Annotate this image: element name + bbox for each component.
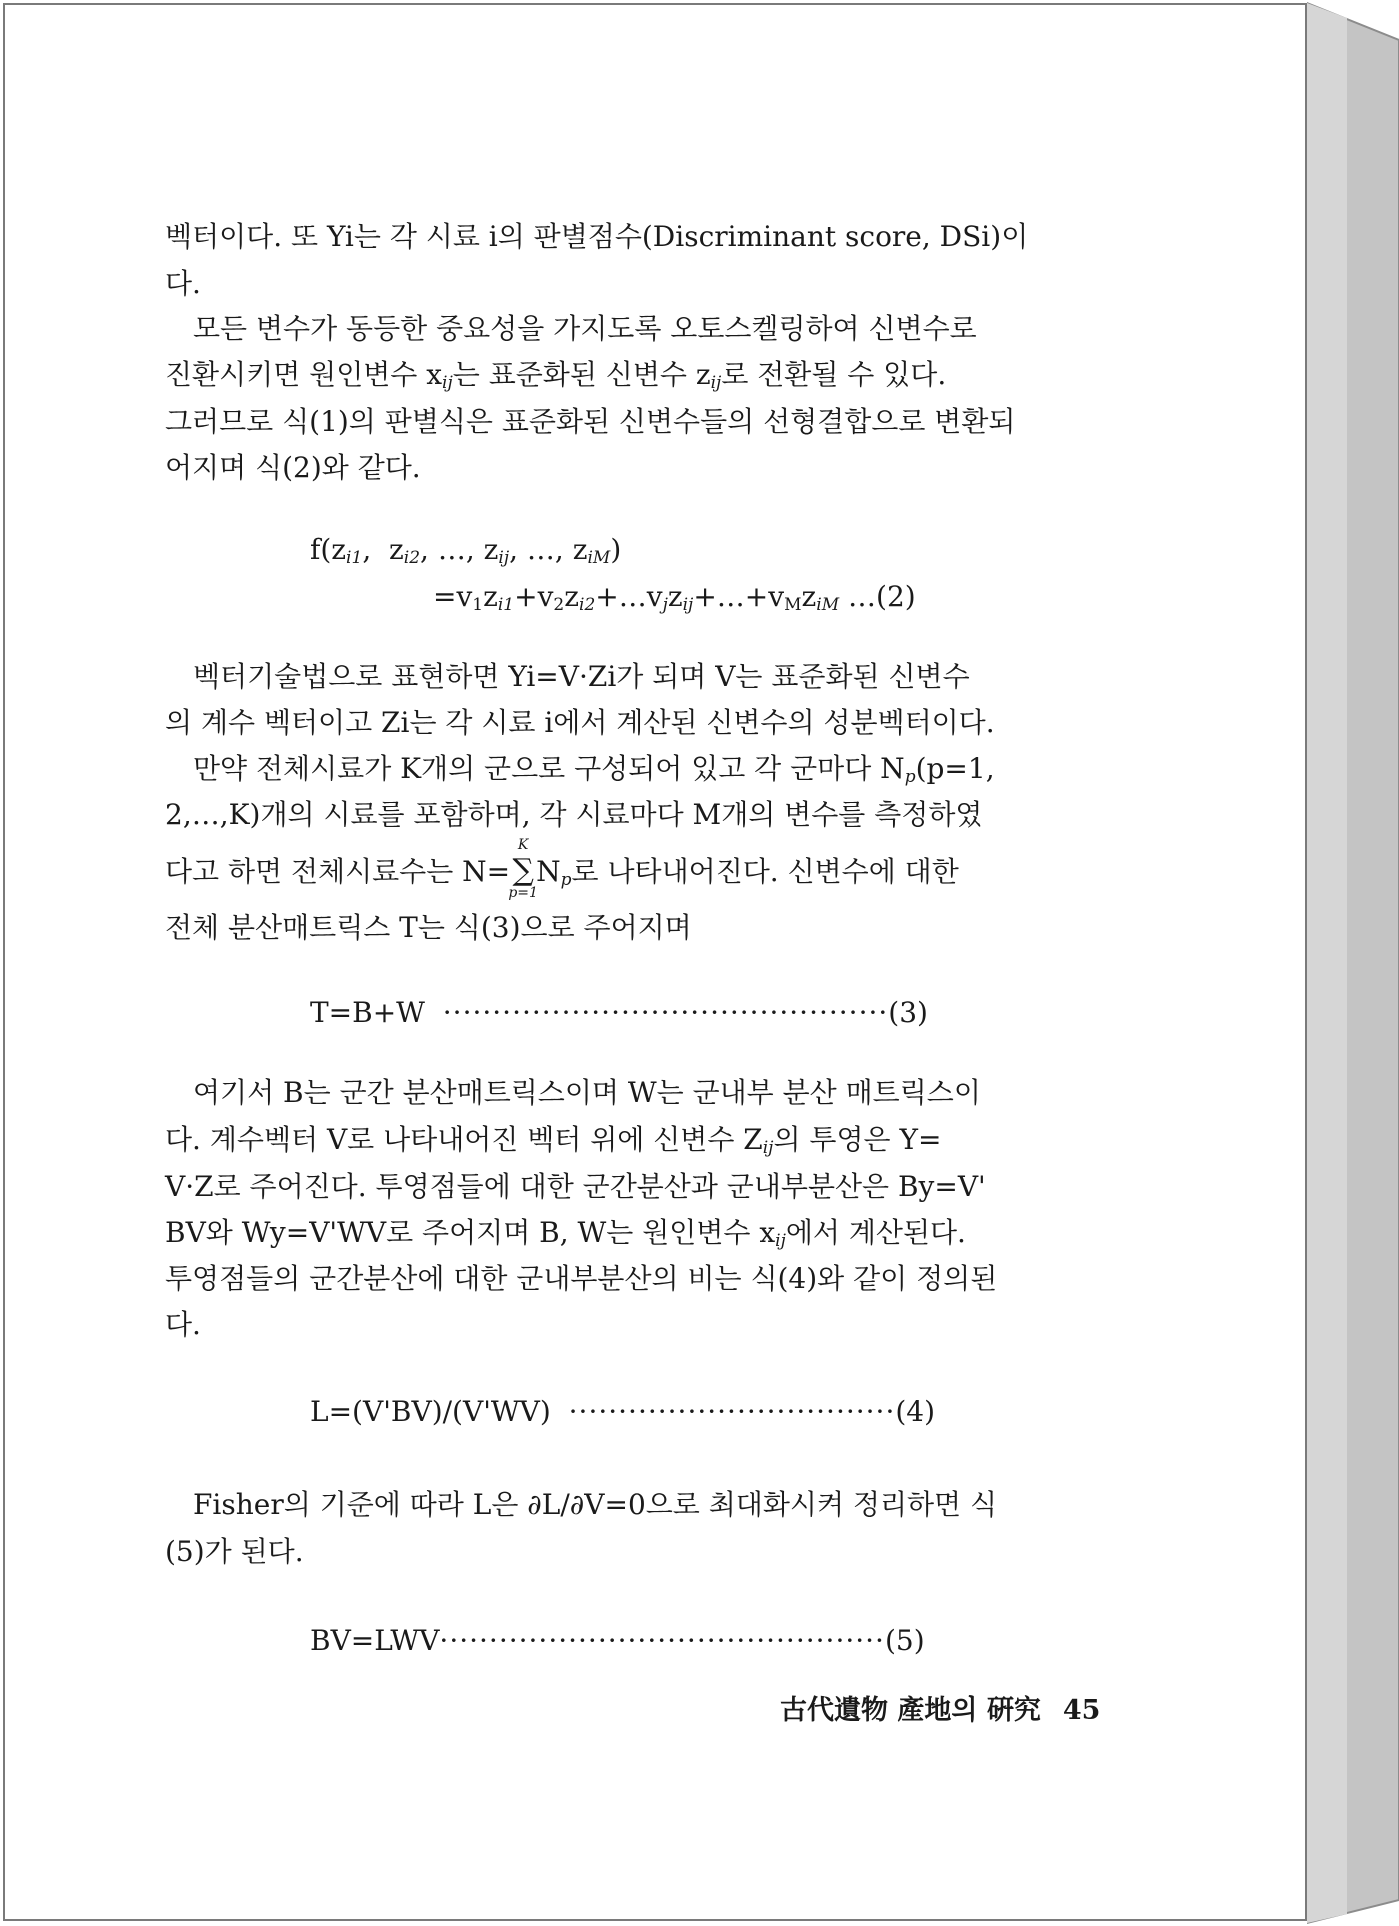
line-text: 의 계수 벡터이고 Zi는 각 시료 i에서 계산된 신변수의 성분벡터이다. [165,706,995,739]
line-text: 다. 계수벡터 V로 나타내어진 벡터 위에 신변수 $Z_{ij}$의 투영은 Y= [165,1123,942,1158]
equation-2-line-2: $=v1z_{i1}+v2z_{i2}+\dots v_jz_{ij}+\dots+vMz_{iM}$ …(2) [433,580,916,615]
line-text: 2,…,K)개의 시료를 포함하며, 각 시료마다 M개의 변수를 측정하였 [165,798,983,831]
text-line [165,1120,1105,1168]
line-text: 그러므로 식(1)의 판별식은 표준화된 신변수들의 선형결합으로 변환되 [165,405,1016,438]
line-text: (5)가 된다. [165,1535,304,1568]
text-line [165,264,1105,304]
line-text: 다. [165,1308,201,1341]
text-line [165,1213,1105,1261]
text-line [165,837,1105,901]
equation-number: …(2) [848,580,916,613]
line-text: 모든 변수가 동등한 중요성을 가지도록 오토스켈링하여 신변수로 [193,312,977,345]
text-line [165,1073,1105,1113]
text-line [165,1167,1105,1207]
line-text: 벡터이다. 또 Yi는 각 시료 i의 판별점수(Discriminant score, DSi)이 [165,220,1029,253]
text-line [165,657,1105,697]
text-line [165,448,1105,488]
text-line [165,795,1105,835]
text-line [165,355,1105,403]
equation-4: L=(V'BV)/(V'WV) ·································(4) [310,1395,936,1428]
text-line [165,703,1105,743]
line-text: 어지며 식(2)와 같다. [165,451,421,484]
page-edge-shadow [1307,0,1399,1926]
line-text: 벡터기술법으로 표현하면 Yi=V·Zi가 되며 V는 표준화된 신변수 [193,660,970,693]
summation-symbol: K ∑ p=1 [508,837,538,901]
equation-2-line-1: $f(z_{i1}$, $z_{i2}$, …, $z_{ij}$, …, $z_{iM}$) [310,533,622,568]
line-text: BV와 Wy=V'WV로 주어지며 B, W는 원인변수 $x_{ij}$에서 계산된다. [165,1216,966,1251]
line-text: 다. [165,267,201,300]
running-title: 古代遺物 產地의 硏究 [780,1695,1041,1726]
line-text: 다고 하면 전체시료수는 N= K ∑ p=1 $N_p$로 나타내어진다. 신변수에 대한 [165,837,959,901]
equation-3: T=B+W ·············································(3) [310,996,928,1029]
text-line [165,1532,1105,1572]
text-line [165,908,1105,948]
equation-5: BV=LWV·············································(5) [310,1624,925,1657]
text-line [165,309,1105,349]
text-line [165,1305,1105,1345]
line-text: Fisher의 기준에 따라 L은 ∂L/∂V=0으로 최대화시켜 정리하면 식 [193,1488,998,1521]
line-text: 여기서 B는 군간 분산매트릭스이며 W는 군내부 분산 매트릭스이 [193,1076,981,1109]
text-line [165,749,1105,797]
line-text: 만약 전체시료가 K개의 군으로 구성되어 있고 각 군마다 $N_p(p=1$, [193,752,995,787]
page-number: 45 [1062,1695,1101,1726]
text-line [165,402,1105,442]
line-text: 투영점들의 군간분산에 대한 군내부분산의 비는 식(4)와 같이 정의된 [165,1262,998,1295]
text-line [165,1259,1105,1299]
text-line [165,1485,1105,1525]
line-text: 진환시키면 원인변수 $x_{ij}$는 표준화된 신변수 $z_{ij}$로 전환될 수 있다. [165,358,947,393]
line-text: V·Z로 주어진다. 투영점들에 대한 군간분산과 군내부분산은 By=V' [165,1170,986,1203]
line-text: 전체 분산매트릭스 T는 식(3)으로 주어지며 [165,911,692,944]
page-footer [780,1688,1100,1727]
text-line [165,217,1105,257]
